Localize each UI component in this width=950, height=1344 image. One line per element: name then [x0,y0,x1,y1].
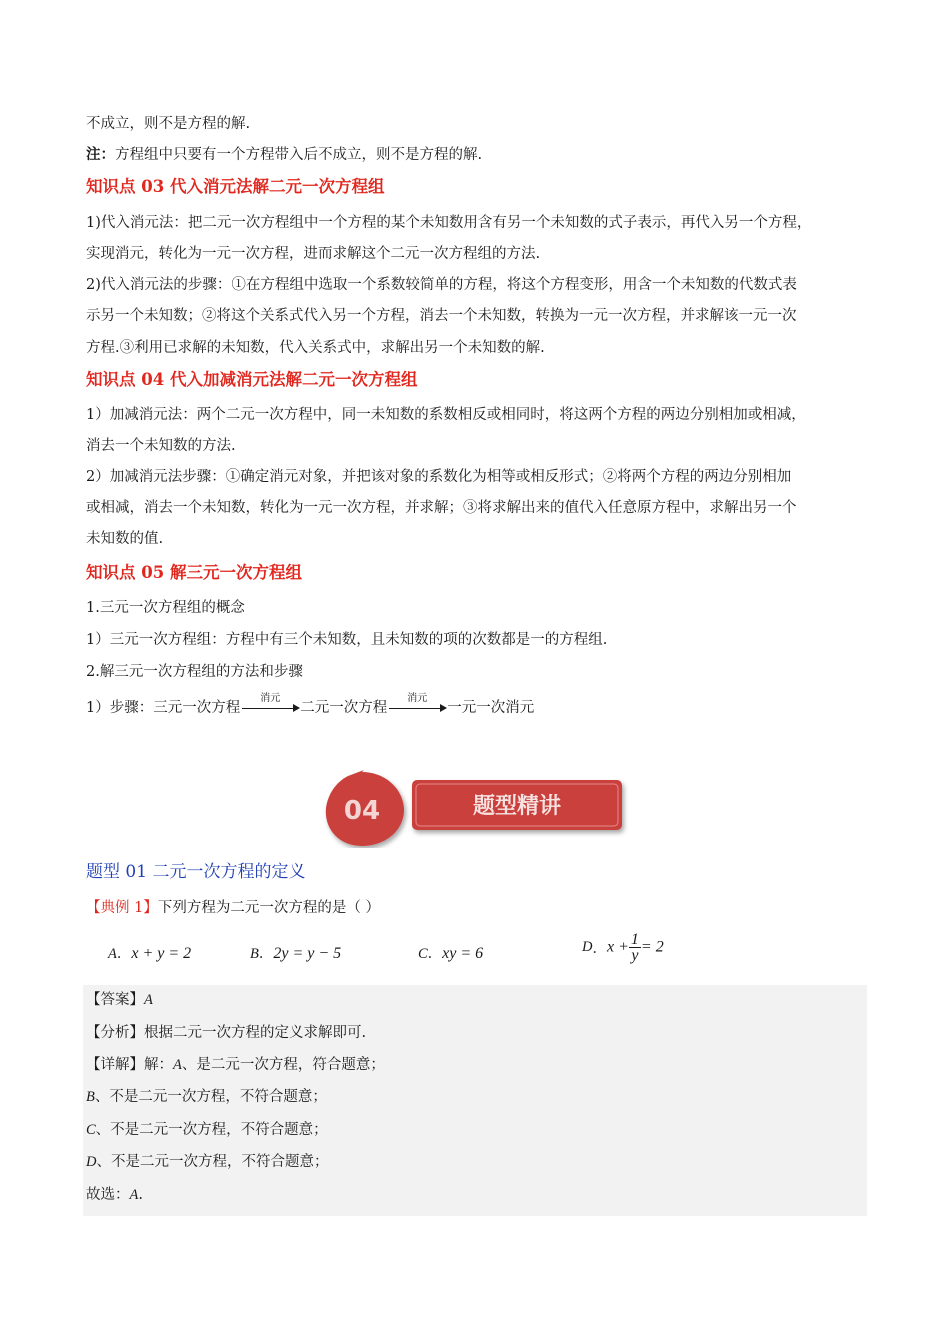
note-text: 方程组中只要有一个方程带入后不成立，则不是方程的解. [115,147,483,163]
text-line: 或相减，消去一个未知数，转化为一元一次方程，并求解；③将求解出来的值代入任意原方程中，求解出另一个 [86,500,797,516]
banner-number: 04 [343,796,381,826]
arrow-label: 消元 [407,693,428,704]
text-line: 未知数的值. [86,531,164,547]
option-a-expr: x + y = 2 [131,945,192,962]
text-line: 示另一个未知数；②将这个关系式代入另一个方程，消去一个未知数，转换为一元一次方程，并求解该一元一次 [86,308,797,324]
text-line: 1.三元一次方程组的概念 [86,600,245,616]
section-banner [320,768,630,848]
text-line: 1)代入消元法：把二元一次方程组中一个方程的某个未知数用含有另一个未知数的式子表示，再代入另一个方程， [86,215,812,231]
option-d: D．x + $\frac{1}{y}$ = 2 [582,931,664,964]
option-b-expr: 2y = y − 5 [273,945,342,962]
section-heading-kp05: 知识点 05 解三元一次方程组 [86,563,302,582]
type-heading: 题型 01 二元一次方程的定义 [86,862,306,882]
options-row [0,931,950,976]
detail-line-c: C、不是二元一次方程，不符合题意； [86,1122,328,1138]
note-line [86,145,482,165]
step-a: 1）步骤：三元一次方程 [86,700,241,716]
fraction: $\frac{1}{y}$ [630,931,639,964]
detail-line-b: B、不是二元一次方程，不符合题意； [86,1089,327,1105]
steps-line [86,693,535,718]
section-heading-kp04: 知识点 04 代入加减消元法解二元一次方程组 [86,370,418,389]
step-b: 二元一次方程 [300,700,388,716]
section-heading-kp03: 知识点 03 代入消元法解二元一次方程组 [86,177,385,196]
analysis-line: 【分析】根据二元一次方程的定义求解即可. [86,1025,367,1041]
question-text: 下列方程为二元一次方程的是（ ） [157,900,380,916]
text-line: 1）三元一次方程组：方程中有三个未知数，且未知数的项的次数都是一的方程组. [86,632,608,648]
text-line: 不成立，则不是方程的解. [86,116,251,132]
text-line: 2.解三元一次方程组的方法和步骤 [86,664,303,680]
banner-title: 题型精讲 [472,794,562,819]
option-c-expr: xy = 6 [442,945,484,962]
example-question [86,898,380,918]
detail-line-d: D、不是二元一次方程，不符合题意； [86,1154,329,1170]
arrow-icon [240,693,300,718]
step-c: 一元一次消元 [447,700,535,716]
detail-line: 【详解】解：A、是二元一次方程，符合题意； [86,1057,385,1073]
option-b: B．2y = y − 5 [250,945,342,962]
banner-graphic [320,768,630,848]
arrow-icon [387,693,447,718]
choose-line: 故选：A. [86,1187,143,1203]
text-line: 方程.③利用已求解的未知数，代入关系式中，求解出另一个未知数的解. [86,340,545,356]
option-c: C．xy = 6 [418,945,484,962]
answer-line: 【答案】A [86,992,153,1008]
text-line: 1）加减消元法：两个二元一次方程中，同一未知数的系数相反或相同时，将这两个方程的两边分别相加或相减， [86,407,806,423]
note-label: 注： [86,146,115,163]
option-a: A．x + y = 2 [108,945,192,962]
example-tag: 【典例 1】 [86,900,158,916]
text-line: 消去一个未知数的方法. [86,438,236,454]
arrow-label: 消元 [260,693,281,704]
text-line: 2）加减消元法步骤：①确定消元对象，并把该对象的系数化为相等或相反形式；②将两个方程的两边分别相加 [86,469,792,485]
text-line: 实现消元，转化为一元一次方程，进而求解这个二元一次方程组的方法. [86,246,541,262]
text-line: 2)代入消元法的步骤：①在方程组中选取一个系数较简单的方程，将这个方程变形，用含一个未知数的代数式表 [86,277,797,293]
